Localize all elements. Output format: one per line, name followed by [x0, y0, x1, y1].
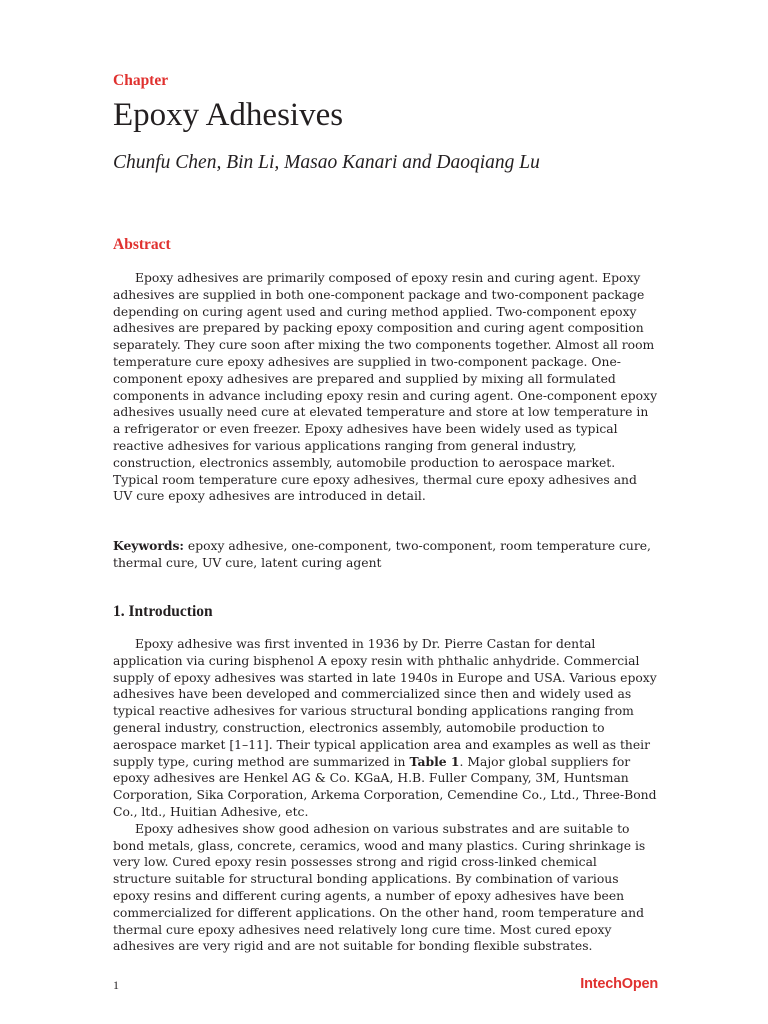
intechopen-logo: IntechOpen	[580, 976, 658, 992]
chapter-title: Epoxy Adhesives	[113, 97, 344, 133]
abstract-paragraph: Epoxy adhesives are primarily composed of epoxy resin and curing agent. Epoxy adhesives are supplied in both one-component package and two-component package depending on curing agent used and curing method applied. Two-component epoxy adhesives are prepared by packing epoxy composition and curing agent composition separately. They cure soon after mixing the two components together. Almost all room temperature cure epoxy adhesives are supplied in two-component package. One-component epoxy adhesives are prepared and supplied by mixing all formulated components in advance including epoxy resin and curing agent. One-component epoxy adhesives usually need cure at elevated temperature and store at low temperature in a refrigerator or even freezer. Epoxy adhesives have been widely used as typical reactive adhesives for various applications ranging from general industry, construction, electronics assembly, automobile production to aerospace market. Typical room temperature cure epoxy adhesives, thermal cure epoxy adhesives and UV cure epoxy adhesives are introduced in detail.	[113, 271, 658, 504]
intro-p1-text-a: Epoxy adhesive was first invented in 1936 by Dr. Pierre Castan for dental application via curing bisphenol A epoxy resin with phthalic anhydride. Commercial supply of epoxy adhesives was started in late 1940s in Europe and USA. Various epoxy adhesives have been developed and commercialized since then and widely used as typical reactive adhesives for various structural bonding applications ranging from general industry, construction, electronics assembly, automobile production to aerospace market [1–11]. Their typical application area and examples as well as their supply type, curing method are summarized in	[113, 637, 657, 769]
author-list: Chunfu Chen, Bin Li, Masao Kanari and Daoqiang Lu	[113, 152, 540, 173]
section-heading-introduction: 1. Introduction	[113, 603, 213, 620]
introduction-paragraph-1	[113, 636, 658, 821]
keywords-list: epoxy adhesive, one-component, two-component, room temperature cure, thermal cure, UV cure, latent curing agent	[113, 539, 651, 570]
abstract-heading: Abstract	[113, 236, 171, 253]
page-number: 1	[113, 978, 119, 992]
keywords-label: Keywords:	[113, 538, 184, 553]
introduction-body	[113, 636, 658, 955]
introduction-paragraph-2: Epoxy adhesives show good adhesion on various substrates and are suitable to bond metals, glass, concrete, ceramics, wood and many plastics. Curing shrinkage is very low. Cured epoxy resin possesses strong and rigid cross-linked chemical structure suitable for structural bonding applications. By combination of various epoxy resins and different curing agents, a number of epoxy adhesives have been commercialized for different applications. On the other hand, room temperature and thermal cure epoxy adhesives need relatively long cure time. Most cured epoxy adhesives are very rigid and are not suitable for bonding flexible substrates.	[113, 821, 646, 954]
chapter-label: Chapter	[113, 72, 169, 89]
keywords-paragraph	[113, 538, 658, 572]
intro-p1-text-b: . Major global suppliers for epoxy adhesives are Henkel AG & Co. KGaA, H.B. Fuller Company, 3M, Huntsman Corporation, Sika Corporation, Arkema Corporation, Cemendine Co., Ltd., Three-Bond Co., ltd., Huitian Adhesive, etc.	[113, 754, 657, 819]
table-1-reference[interactable]: Table 1	[409, 753, 460, 769]
